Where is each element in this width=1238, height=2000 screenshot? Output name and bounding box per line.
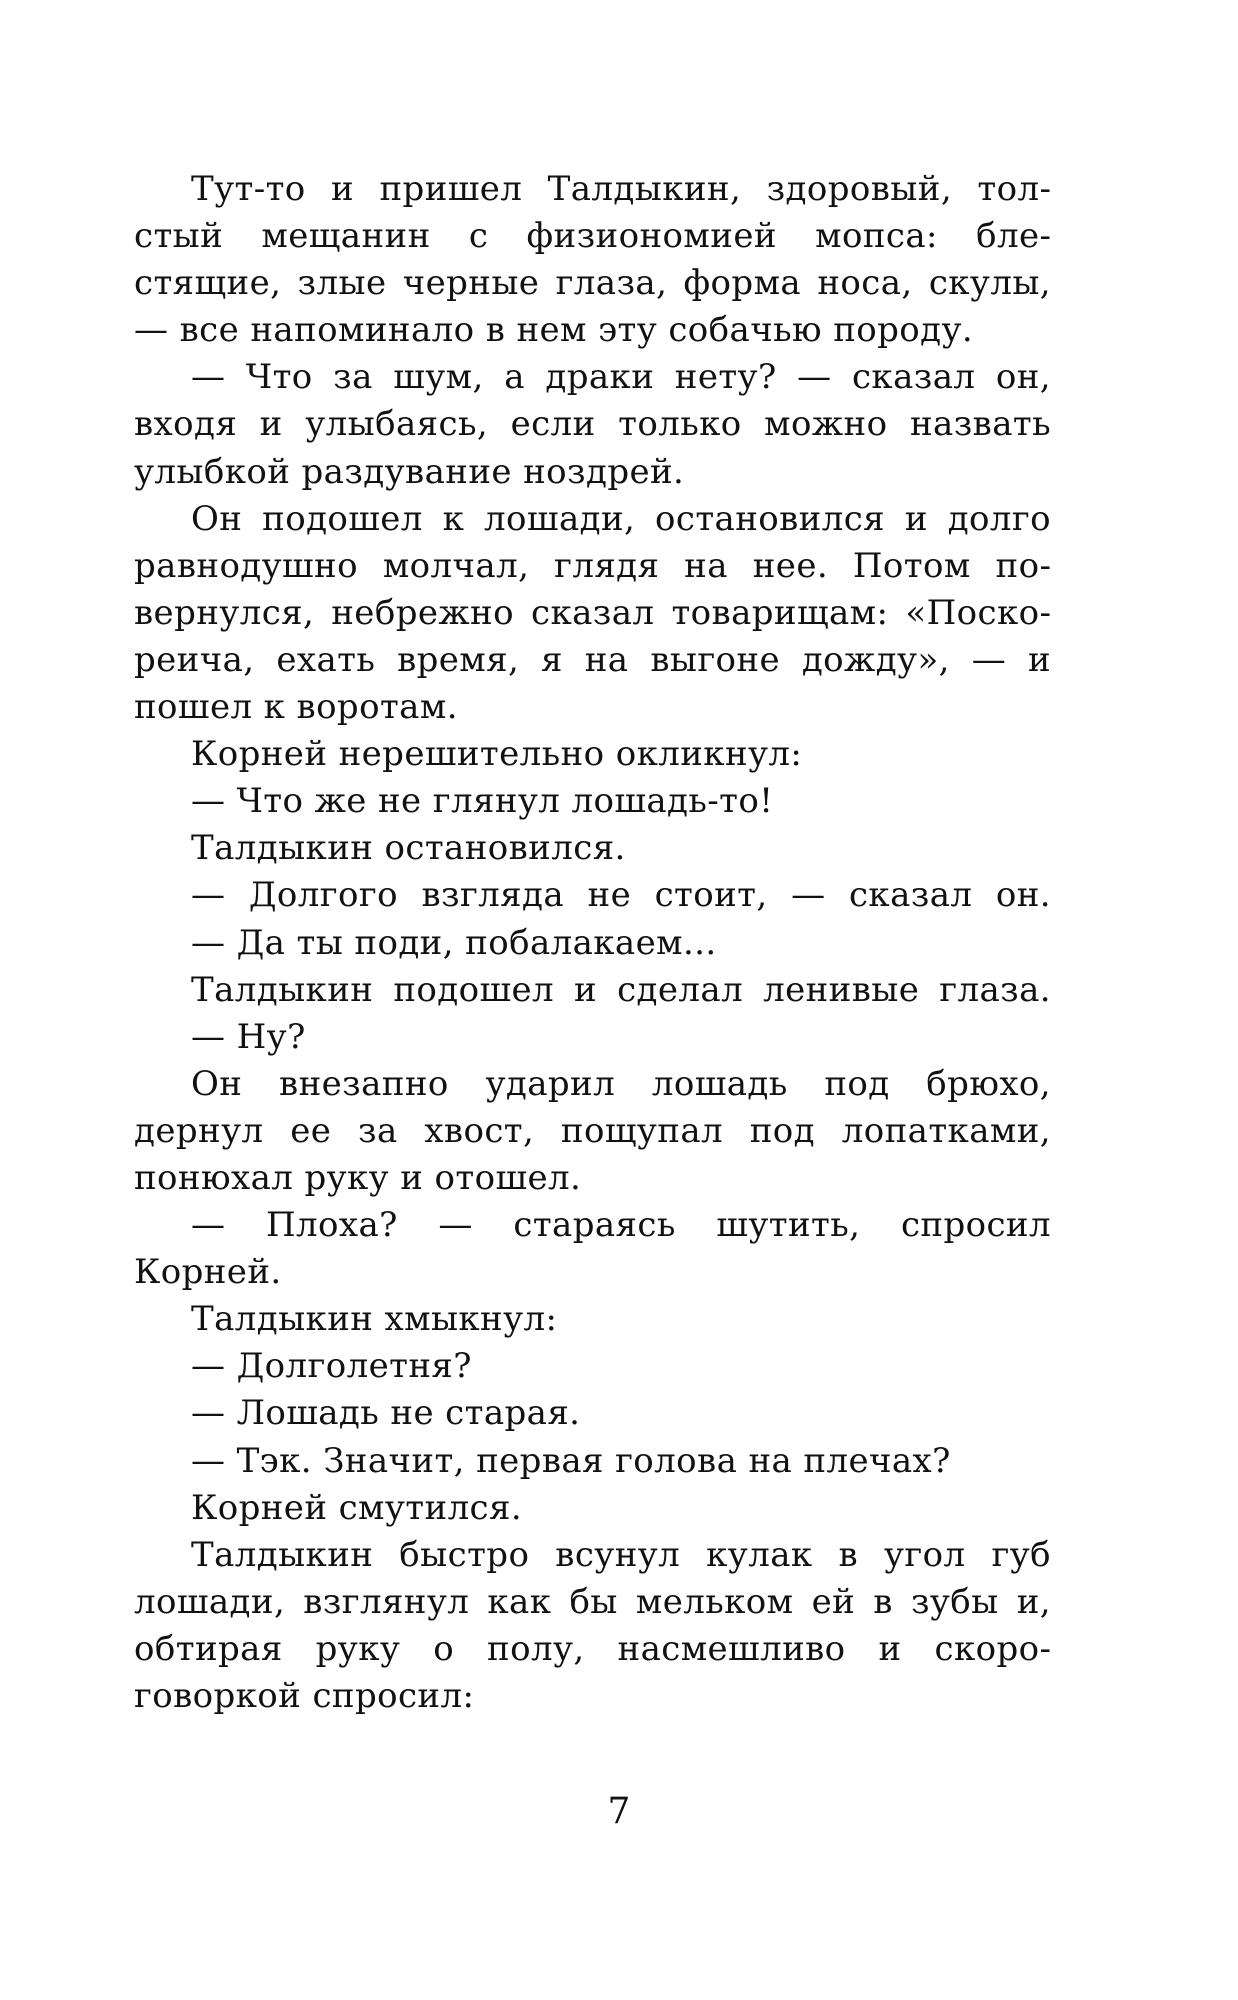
- paragraph: — Долгого взгляда не стоит, — сказал он.: [191, 875, 1051, 916]
- paragraph: Он внезапно ударил лошадь под брюхо, дернул ее за хвост, пощупал под лопатками, понюхал руку и отошел.: [134, 1063, 1051, 1198]
- paragraph: Талдыкин хмыкнул:: [191, 1299, 558, 1340]
- paragraph: — Что же не глянул лошадь-то!: [191, 781, 774, 822]
- paragraph: — Лошадь не старая.: [191, 1393, 581, 1434]
- paragraph: — Ну?: [191, 1016, 306, 1057]
- paragraph: — Плоха? — стараясь шутить, спросил Корней.: [134, 1205, 1051, 1293]
- paragraph: Талдыкин подошел и сделал ленивые глаза.: [191, 969, 1051, 1010]
- paragraph: Он подошел к лошади, остановился и долго равнодушно молчал, глядя на нее. Потом повернулся, небрежно сказал товарищам: «Поскореича, ехать время, я на выгоне дожду», — и пошел к воротам.: [134, 498, 1051, 728]
- paragraph: — Да ты поди, побалакаем...: [191, 922, 717, 963]
- paragraph: Талдыкин остановился.: [191, 828, 626, 869]
- paragraph: — Тэк. Значит, первая голова на плечах?: [191, 1440, 951, 1481]
- paragraph: Тут-то и пришел Талдыкин, здоровый, толстый мещанин с физиономией мопса: блестящие, злые черные глаза, форма носа, скулы, — все напоминало в нем эту собачью породу.: [134, 169, 1051, 351]
- paragraph: Корней нерешительно окликнул:: [191, 734, 803, 775]
- body-text: [134, 166, 1051, 1720]
- page-number: 7: [607, 1791, 631, 1832]
- paragraph: Корней смутился.: [191, 1487, 523, 1528]
- paragraph: — Что за шум, а драки нету? — сказал он, входя и улыбаясь, если только можно назвать улыбкой раздувание ноздрей.: [134, 357, 1051, 492]
- paragraph: Талдыкин быстро всунул кулак в угол губ лошади, взглянул как бы мельком ей в зубы и, обтирая руку о полу, насмешливо и скороговоркой спросил:: [134, 1534, 1051, 1716]
- paragraph: — Долголетня?: [191, 1346, 472, 1387]
